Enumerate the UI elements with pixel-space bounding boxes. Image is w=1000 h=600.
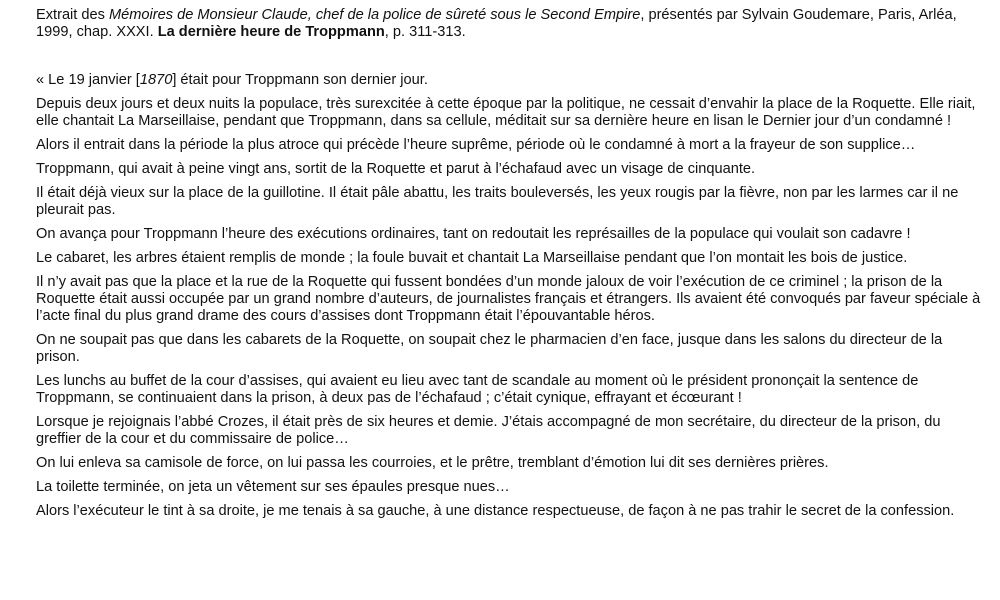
chapter-title: La dernière heure de Troppmann xyxy=(157,24,385,40)
paragraph: Alors l’exécuteur le tint à sa droite, je me tenais à sa gauche, à une distance respectueuse, de façon à ne pas trahir le secret de la confession. xyxy=(36,503,955,519)
paragraph: Il était déjà vieux sur la place de la guillotine. Il était pâle abattu, les traits bouleversés, les yeux rougis par la fièvre, non par les larmes car il ne pleurait pas. xyxy=(36,185,959,218)
paragraph: Le cabaret, les arbres étaient remplis de monde ; la foule buvait et chantait La Marseillaise pendant que l’on montait les bois de justice. xyxy=(36,250,908,266)
opening-year: 1870 xyxy=(139,72,173,88)
paragraph: Il n’y avait pas que la place et la rue de la Roquette qui fussent bondées d’un monde jaloux de voir l’exécution de ce criminel ; la prison de la Roquette était aussi occupée par un grand nombre d’auteurs, de journalistes français et étrangers. Ils avaient été convoqués par faveur spéciale à l’acte final du plus grand drame des cours d’assises dont Troppmann était l’épouvantable héros. xyxy=(36,274,981,324)
paragraph: On ne soupait pas que dans les cabarets de la Roquette, on soupait chez le pharmacien d’en face, jusque dans les salons du directeur de la prison. xyxy=(36,332,943,365)
paragraph: Lorsque je rejoignais l’abbé Crozes, il était près de six heures et demie. J’étais accompagné de mon secrétaire, du directeur de la prison, du greffier de la cour et du commissaire de police… xyxy=(36,414,941,447)
paragraph: Les lunchs au buffet de la cour d’assises, qui avaient eu lieu avec tant de scandale au moment où le président prononçait la sentence de Troppmann, se continuaient dans la prison, à deux pas de l’échafaud ; c’était cynique, effrayant et écœurant ! xyxy=(36,373,919,406)
source-citation xyxy=(36,7,986,41)
opening-text-start: « Le 19 janvier [ xyxy=(36,72,140,88)
excerpt-body xyxy=(36,72,986,520)
book-title: Mémoires de Monsieur Claude, chef de la police de sûreté sous le Second Empire xyxy=(109,7,641,23)
opening-text-end: ] était pour Troppmann son dernier jour. xyxy=(172,72,428,88)
paragraph: On avança pour Troppmann l’heure des exécutions ordinaires, tant on redoutait les représailles de la populace qui voulait son cadavre ! xyxy=(36,226,911,242)
citation-pages: , p. 311-313. xyxy=(384,24,466,40)
paragraph: On lui enleva sa camisole de force, on lui passa les courroies, et le prêtre, tremblant d’émotion lui dit ses dernières prières. xyxy=(36,455,829,471)
opening-paragraph xyxy=(36,72,986,89)
paragraph: Troppmann, qui avait à peine vingt ans, sortit de la Roquette et parut à l’échafaud avec un visage de cinquante. xyxy=(36,161,756,177)
citation-publication: , présentés par Sylvain Goudemare, Paris, Arléa, 1999, chap. XXXI. xyxy=(36,7,957,40)
paragraph: Depuis deux jours et deux nuits la populace, très surexcitée à cette époque par la politique, ne cessait d’envahir la place de la Roquette. Elle riait, elle chantait La Marseillaise, pendant que Troppmann, dans sa cellule, méditait sur sa dernière heure en lisan le Dernier jour d’un condamné ! xyxy=(36,96,976,129)
document-page xyxy=(36,7,986,527)
citation-prefix: Extrait des xyxy=(36,7,109,23)
paragraph: Alors il entrait dans la période la plus atroce qui précède l’heure suprême, période où le condamné à mort a la frayeur de son supplice… xyxy=(36,137,916,153)
paragraph: La toilette terminée, on jeta un vêtement sur ses épaules presque nues… xyxy=(36,479,510,495)
